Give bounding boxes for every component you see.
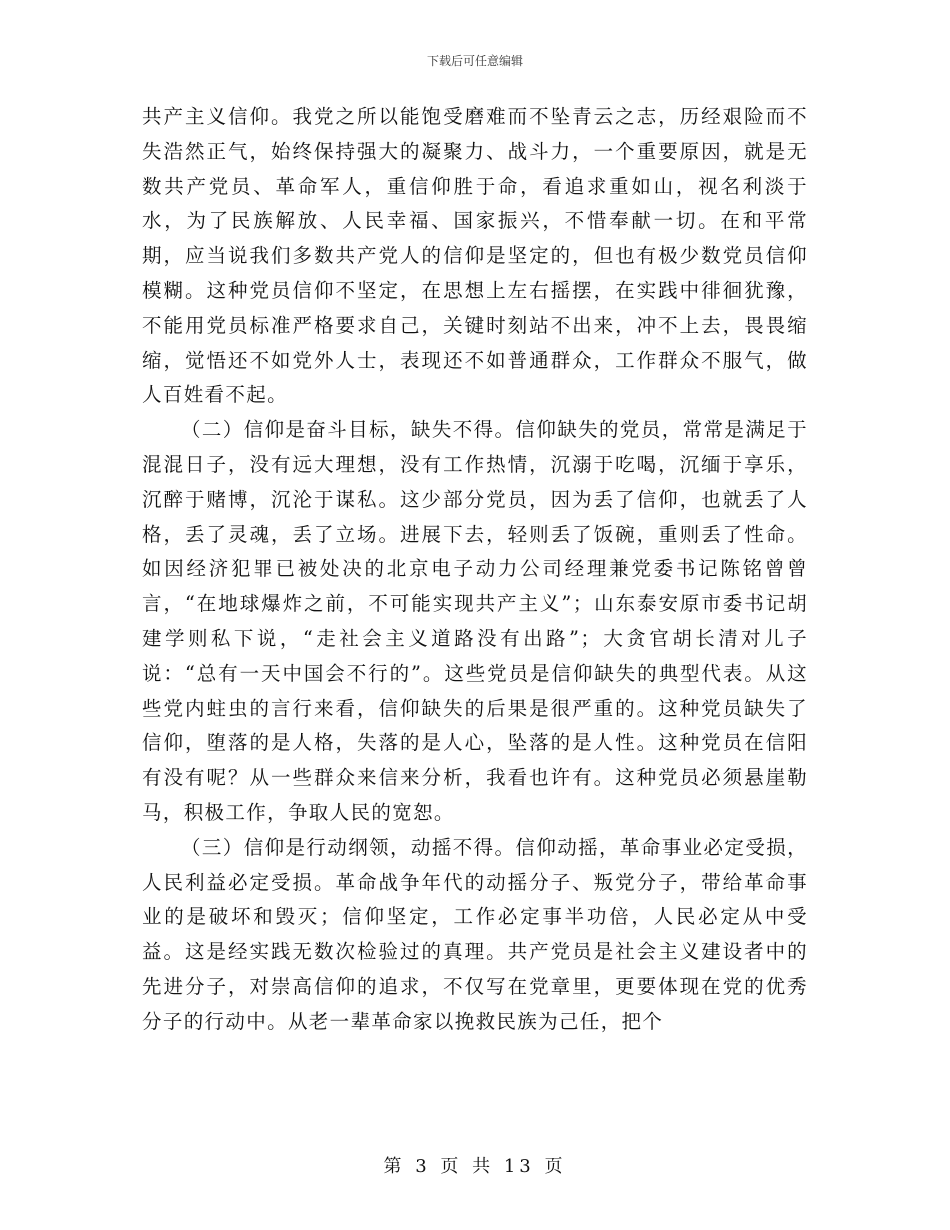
page-header: 下载后可任意编辑	[426, 54, 523, 68]
paragraph-1: 共产主义信仰。我党之所以能饱受磨难而不坠青云之志，历经艰险而不失浩然正气，始终保持强大的凝聚力、战斗力，一个重要原因，就是无数共产党员、革命军人，重信仰胜于命，看追求重如山，视名利淡于水，为了民族解放、人民幸福、国家振兴，不惜奉献一切。在和平常期，应当说我们多数共产党人的信仰是坚定的，但也有极少数党员信仰模糊。这种党员信仰不坚定，在思想上左右摇摆，在实践中徘徊犹豫，不能用党员标准严格要求自己，关键时刻站不出来，冲不上去，畏畏缩缩，觉悟还不如党外人士，表现还不如普通群众，工作群众不服气，做人百姓看不起。	[142, 105, 808, 407]
paragraph-3: （三）信仰是行动纲领，动摇不得。信仰动摇，革命事业必定受损，人民利益必定受损。革命战争年代的动摇分子、叛党分子，带给革命事业的是破坏和毁灭；信仰坚定，工作必定事半功倍，人民必定从中受益。这是经实践无数次检验过的真理。共产党员是社会主义建设者中的先进分子，对崇高信仰的追求，不仅写在党章里，更要体现在党的优秀分子的行动中。从老一辈革命家以挽救民族为己任，把个	[142, 835, 808, 1033]
page-number-footer: 第 3 页 共 13 页	[383, 1156, 567, 1177]
document-body	[142, 100, 808, 1040]
paragraph-2: （二）信仰是奋斗目标，缺失不得。信仰缺失的党员，常常是满足于混混日子，没有远大理想，没有工作热情，沉溺于吃喝，沉缅于享乐，沉醉于赌博，沉沦于谋私。这少部分党员，因为丢了信仰，也就丢了人格，丢了灵魂，丢了立场。进展下去，轻则丢了饭碗，重则丢了性命。如因经济犯罪已被处决的北京电子动力公司经理兼党委书记陈铭曾曾言，“在地球爆炸之前，不可能实现共产主义”；山东泰安原市委书记胡建学则私下说，“走社会主义道路没有出路”；大贪官胡长清对儿子说：“总有一天中国会不行的”。这些党员是信仰缺失的典型代表。从这些党内蛀虫的言行来看，信仰缺失的后果是很严重的。这种党员缺失了信仰，堕落的是人格，失落的是人心，坠落的是人性。这种党员在信阳有没有呢？从一些群众来信来分析，我看也许有。这种党员必须悬崖勒马，积极工作，争取人民的宽恕。	[142, 418, 808, 824]
